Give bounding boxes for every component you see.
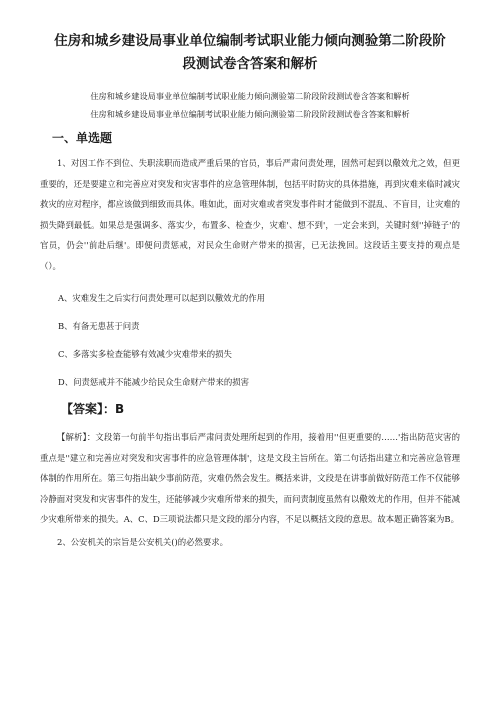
explanation-text xyxy=(40,427,460,530)
doc-title-line1: 住房和城乡建设局事业单位编制考试职业能力倾向测验第二阶段阶 xyxy=(54,33,446,49)
option-a: A、灾难发生之后实行问责处理可以起到以儆效尤的作用 xyxy=(58,293,266,303)
answer-label: 【答案】：B xyxy=(61,402,125,416)
section-heading: 一、单选题 xyxy=(52,131,113,145)
doc-title-line2: 段测试卷含答案和解析 xyxy=(182,56,318,72)
option-d: D、问责惩戒并不能减少给民众生命财产带来的损害 xyxy=(58,377,249,387)
doc-subtitle-1: 住房和城乡建设局事业单位编制考试职业能力倾向测验第二阶段阶段测试卷含答案和解析 xyxy=(90,91,410,101)
doc-title xyxy=(40,0,460,76)
option-b: B、有备无患甚于问责 xyxy=(58,321,140,331)
question-2-text: 2、公安机关的宗旨是公安机关()的必然要求。 xyxy=(57,536,228,547)
option-c: C、多落实多检查能够有效减少灾难带来的损失 xyxy=(58,349,232,359)
doc-subtitle-2: 住房和城乡建设局事业单位编制考试职业能力倾向测验第二阶段阶段测试卷含答案和解析 xyxy=(90,109,410,119)
question-1-text: 1、对因工作不到位、失职渎职而造成严重后果的官员，事后严肃问责处理，固然可起到以儆效尤之效，但更重要的，还是要建立和完善应对突发和灾害事件的应急管理体制，包括平时防灾的具体措施，再到灾难来临时减灾救灾的应对程序，都应该做到细致而具体。唯如此，面对灾难或者突发事件时才能做到不混乱、不盲目，让灾难的损失降到最低。如果总是强调多、落实少，布置多、检查少，灾难'、想不到'，一定会来到，关键时刻''掉链子'的官员，仍会''前赴后继'。即便问责惩戒，对民众生命财产带来的损害，已无法挽回。这段话主要支持的观点是（）。 xyxy=(40,158,460,271)
explanation-body: 【解析】：文段第一句前半句指出事后严肃问责处理所起到的作用，接着用''但更重要的……'指出防范灾害的重点是''建立和完善应对突发和灾害事件的应急管理体制'，这是文段主旨所在。第二句话指出建立和完善应急管理体制的作用所在。第三句指出缺少事前防范，灾难仍然会发生。概括来讲，文段是在讲事前做好防范工作不仅能够冷静面对突发和灾害事件的发生，还能够减少灾难所带来的损失，而问责制度虽然有以儆效尤的作用，但并不能减少灾难所带来的损失。A、C、D三项说法都只是文段的部分内容，不足以概括文段的意思。故本题正确答案为B。 xyxy=(40,432,460,524)
